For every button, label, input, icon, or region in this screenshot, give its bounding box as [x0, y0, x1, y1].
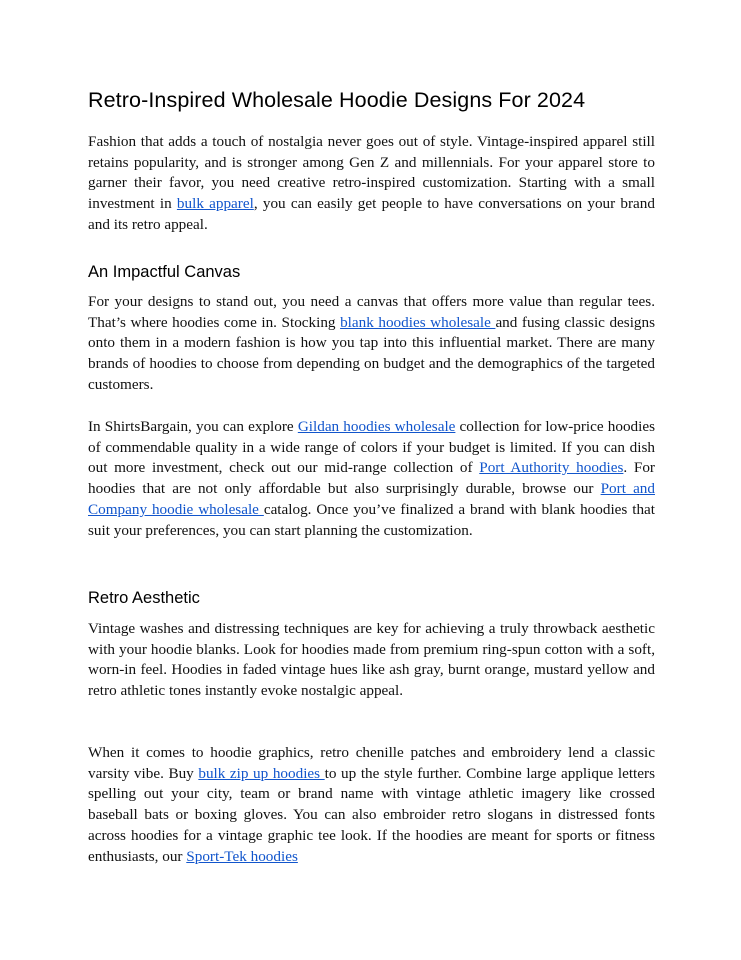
intro-text-2: , you can easily get people to have conversations on your brand and its retro appeal.: [88, 195, 655, 233]
gildan-hoodies-wholesale-link[interactable]: Gildan hoodies wholesale: [297, 418, 456, 435]
page-title: Retro-Inspired Wholesale Hoodie Designs For 2024: [88, 88, 586, 112]
canvas-paragraph-1: [88, 292, 655, 396]
canvas-p2-text-4: catalog. Once you’ve finalized a brand with blank hoodies that suit your preferences, you can start planning the customization.: [88, 500, 655, 539]
section-heading-retro-aesthetic: Retro Aesthetic: [88, 589, 200, 607]
section-heading-impactful-canvas: An Impactful Canvas: [88, 263, 241, 281]
retro-p2-text-2: to up the style further. Combine large applique letters spelling out your city, team or brand name with vintage athletic imagery like crossed baseball bats or boxing gloves. You can also embroider retro slogans in distressed fonts across hoodies for a vintage graphic tee look. If the hoodies are meant for sports or fitness enthusiasts, our: [88, 764, 655, 865]
retro-paragraph-2: [88, 743, 655, 867]
bulk-apparel-link[interactable]: bulk apparel: [176, 195, 254, 213]
canvas-paragraph-2: [88, 417, 655, 541]
port-authority-hoodies-link[interactable]: Port Authority hoodies: [479, 459, 624, 477]
canvas-p1-text-2: and fusing classic designs onto them in a modern fashion is how you tap into this influential market. There are many brands of hoodies to choose from depending on budget and the demographics of the targeted customers.: [88, 313, 656, 393]
canvas-p2-text-3: . For hoodies that are not only affordable but also surprisingly durable, browse our: [88, 459, 655, 498]
sport-tek-hoodies-link[interactable]: Sport-Tek hoodies: [186, 847, 298, 865]
port-and-company-hoodie-wholesale-link[interactable]: Port and Company hoodie wholesale: [88, 480, 655, 518]
canvas-p2-text-1: In ShirtsBargain, you can explore: [88, 418, 298, 435]
retro-p2-text-1: When it comes to hoodie graphics, retro chenille patches and embroidery lend a classic varsity vibe. Buy: [88, 744, 655, 782]
canvas-p1-text-1: For your designs to stand out, you need a canvas that offers more value than regular tees. That’s where hoodies come in. Stocking: [88, 293, 655, 331]
retro-p1-text-1: Vintage washes and distressing techniques are key for achieving a truly throwback aesthetic with your hoodie blanks. Look for hoodies made from premium ring-spun cotton with a soft, worn-in feel. Hoodies in faded vintage hues like ash gray, burnt orange, mustard yellow and retro athletic tones instantly evoke nostalgic appeal.: [88, 620, 655, 700]
blank-hoodies-wholesale-link[interactable]: blank hoodies wholesale: [340, 313, 496, 331]
intro-text-1: Fashion that adds a touch of nostalgia never goes out of style. Vintage-inspired apparel still retains popularity, and is stronger among Gen Z and millennials. For your apparel store to garner their favor, you need creative retro-inspired customization. Starting with a small investment in: [88, 133, 655, 213]
canvas-p2-text-2: collection for low-price hoodies of commendable quality in a wide range of colors if your budget is limited. If you can dish out more investment, check out our mid-range collection of: [88, 418, 655, 477]
retro-paragraph-1: [88, 619, 655, 702]
bulk-zip-up-hoodies-link[interactable]: bulk zip up hoodies: [198, 764, 325, 782]
intro-paragraph: [88, 132, 655, 236]
